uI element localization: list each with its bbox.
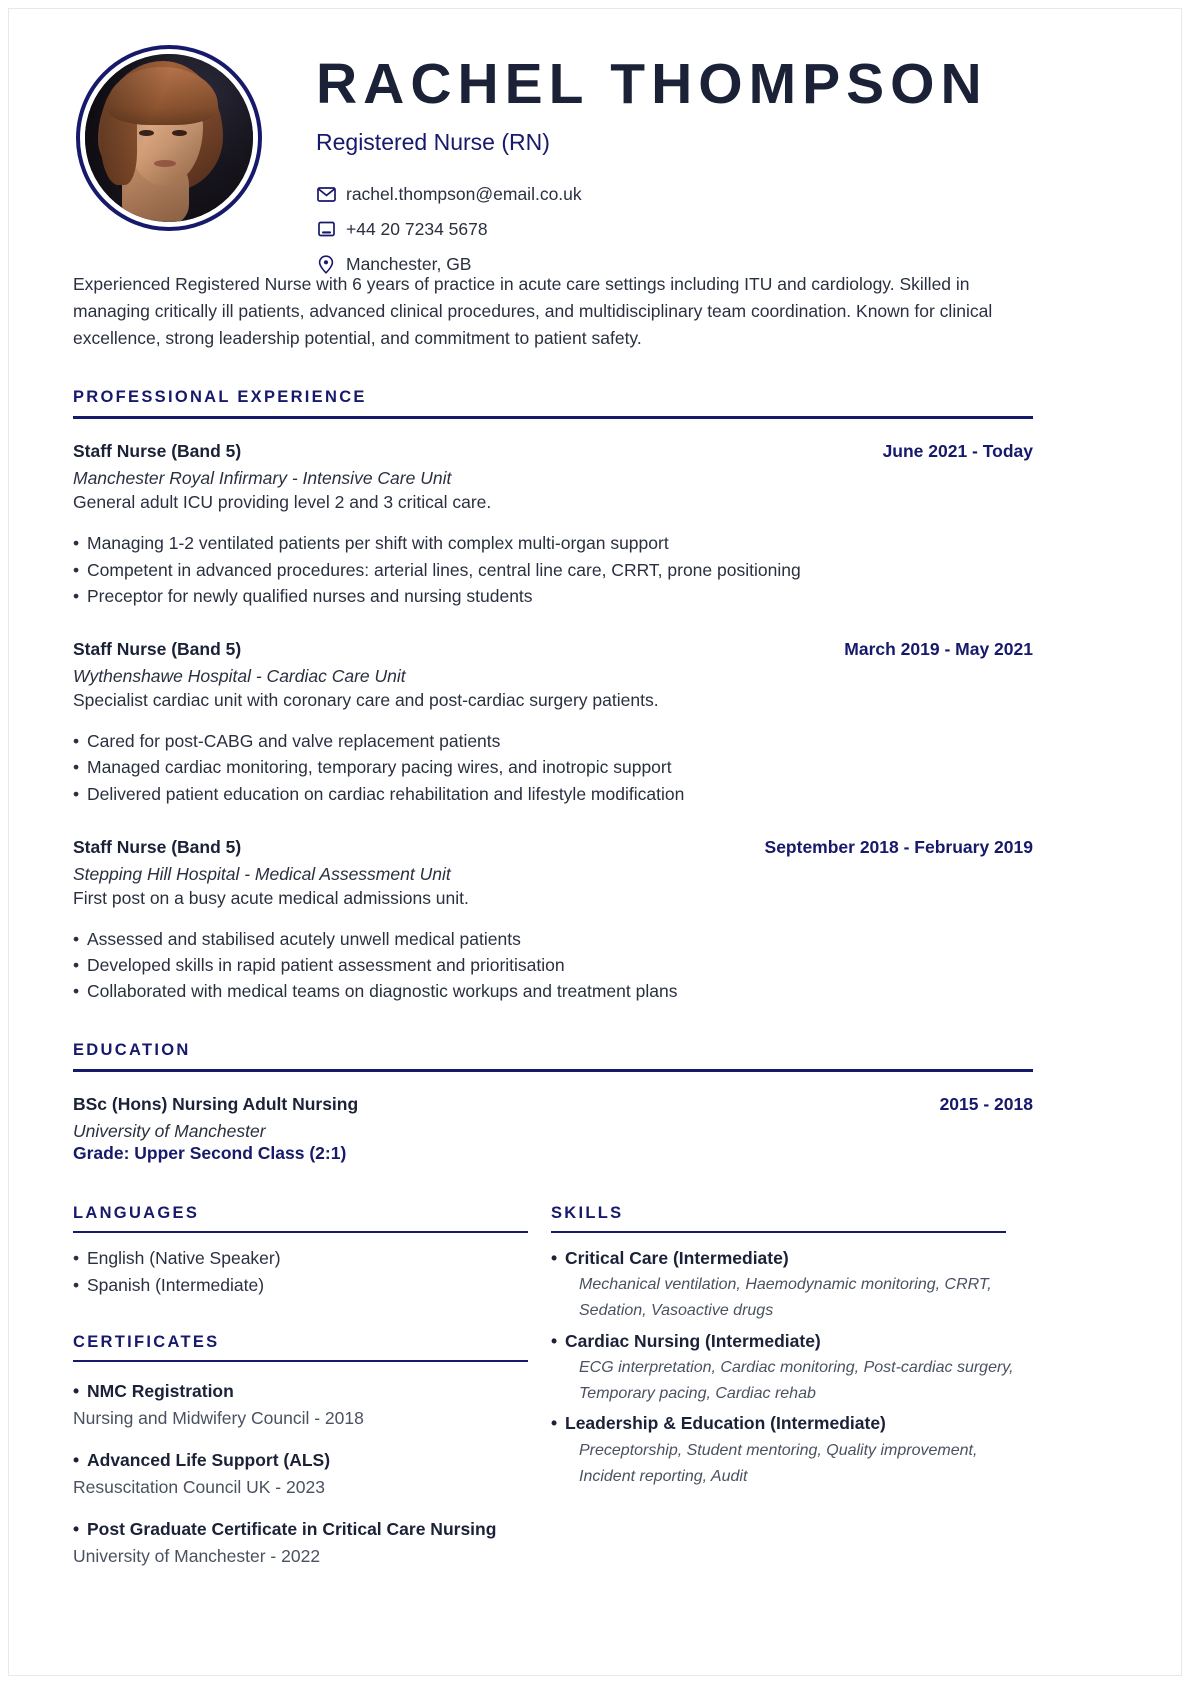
bottom-columns — [73, 1204, 1033, 1569]
skill-keywords: Mechanical ventilation, Haemodynamic monitoring, CRRT, Sedation, Vasoactive drugs — [579, 1275, 992, 1320]
experience-bullets — [73, 728, 1101, 807]
experience-entry — [73, 639, 1101, 807]
candidate-job-title: Registered Nurse (RN) — [316, 128, 550, 155]
certificate-item — [73, 1517, 551, 1569]
experience-organisation: Manchester Royal Infirmary - Intensive Care Unit — [73, 468, 452, 489]
certificate-name: • Post Graduate Certificate in Critical Care Nursing — [73, 1517, 551, 1542]
skill-name: • Leadership & Education (Intermediate) — [551, 1410, 1033, 1437]
skills-list — [551, 1245, 1033, 1491]
experience-date: September 2018 - February 2019 — [764, 836, 1033, 857]
experience-entry — [73, 441, 1101, 609]
section-education — [73, 1041, 1101, 1164]
skill-item — [551, 1410, 1033, 1490]
resume-header — [73, 21, 1101, 281]
section-languages — [73, 1204, 551, 1299]
candidate-name: RACHEL THOMPSON — [316, 52, 988, 116]
experience-description: First post on a busy acute medical admissions unit. — [73, 887, 469, 908]
skill-keywords: Preceptorship, Student mentoring, Quality improvement, Incident reporting, Audit — [579, 1441, 978, 1485]
resume-content — [73, 21, 1101, 1569]
section-divider — [73, 1231, 528, 1233]
professional-summary: Experienced Registered Nurse with 6 years of practice in acute care settings including ITU and cardiology. Skilled in managing critically ill patients, advanced clinical procedures, and multidisciplinary team coordination. Known for clinical excellence, strong leadership potential, and commitment to patient safety. — [73, 274, 993, 349]
experience-bullets — [73, 530, 1101, 609]
education-entry — [73, 1094, 1101, 1164]
section-skills — [551, 1204, 1033, 1491]
education-school: University of Manchester — [73, 1120, 266, 1141]
education-degree: BSc (Hons) Nursing Adult Nursing — [73, 1093, 359, 1114]
header-text-block — [316, 21, 1106, 289]
section-title-experience: PROFESSIONAL EXPERIENCE — [73, 388, 367, 407]
contact-phone[interactable] — [316, 219, 1106, 239]
certificate-name: • NMC Registration — [73, 1379, 551, 1404]
section-divider — [73, 416, 1033, 419]
experience-bullet: • Assessed and stabilised acutely unwell medical patients — [73, 926, 1101, 952]
education-date: 2015 - 2018 — [939, 1093, 1033, 1114]
experience-role: Staff Nurse (Band 5) — [73, 836, 242, 857]
certificate-item — [73, 1379, 551, 1431]
certificate-item — [73, 1448, 551, 1500]
skill-item — [551, 1328, 1033, 1408]
section-title-languages: LANGUAGES — [73, 1203, 200, 1222]
experience-bullet: • Developed skills in rapid patient assessment and prioritisation — [73, 952, 1101, 978]
skill-item — [551, 1245, 1033, 1325]
experience-organisation: Wythenshawe Hospital - Cardiac Care Unit — [73, 666, 406, 687]
contact-email-value: rachel.thompson@email.co.uk — [346, 183, 582, 204]
experience-entry — [73, 837, 1101, 1005]
education-grade: Grade: Upper Second Class (2:1) — [73, 1142, 347, 1163]
section-divider — [73, 1069, 1033, 1072]
contact-list — [316, 184, 1106, 274]
certificate-meta: Resuscitation Council UK - 2023 — [73, 1477, 325, 1498]
experience-bullet: • Preceptor for newly qualified nurses and nursing students — [73, 583, 1101, 609]
contact-phone-value: +44 20 7234 5678 — [346, 218, 488, 239]
section-professional-experience — [73, 388, 1101, 1004]
section-divider — [73, 1360, 528, 1362]
certificate-meta: Nursing and Midwifery Council - 2018 — [73, 1408, 364, 1429]
experience-bullet: • Cared for post-CABG and valve replacement patients — [73, 728, 1101, 754]
avatar — [76, 45, 262, 231]
contact-email[interactable] — [316, 184, 1106, 204]
experience-bullet: • Managing 1-2 ventilated patients per shift with complex multi-organ support — [73, 530, 1101, 556]
section-title-certificates: CERTIFICATES — [73, 1332, 220, 1351]
experience-bullet: • Delivered patient education on cardiac rehabilitation and lifestyle modification — [73, 781, 1101, 807]
languages-list — [73, 1245, 551, 1299]
resume-page — [8, 8, 1182, 1676]
experience-role: Staff Nurse (Band 5) — [73, 441, 242, 462]
skill-name: • Cardiac Nursing (Intermediate) — [551, 1328, 1033, 1355]
skill-name: • Critical Care (Intermediate) — [551, 1245, 1033, 1272]
experience-date: March 2019 - May 2021 — [844, 639, 1033, 660]
language-item: • English (Native Speaker) — [73, 1245, 551, 1272]
envelope-icon — [316, 184, 336, 204]
experience-role: Staff Nurse (Band 5) — [73, 639, 242, 660]
certificate-meta: University of Manchester - 2022 — [73, 1546, 321, 1567]
section-divider — [551, 1231, 1006, 1233]
certificate-name: • Advanced Life Support (ALS) — [73, 1448, 551, 1473]
experience-bullet: • Collaborated with medical teams on diagnostic workups and treatment plans — [73, 978, 1101, 1004]
experience-description: Specialist cardiac unit with coronary care and post-cardiac surgery patients. — [73, 690, 659, 711]
experience-bullets — [73, 926, 1101, 1005]
avatar-photo — [85, 54, 253, 222]
phone-icon — [316, 219, 336, 239]
experience-date: June 2021 - Today — [882, 441, 1033, 462]
section-title-education: EDUCATION — [73, 1040, 191, 1059]
contact-location-value: Manchester, GB — [346, 253, 472, 274]
experience-bullet: • Competent in advanced procedures: arterial lines, central line care, CRRT, prone positioning — [73, 557, 1101, 583]
language-item: • Spanish (Intermediate) — [73, 1272, 551, 1299]
right-column — [551, 1204, 1033, 1569]
experience-description: General adult ICU providing level 2 and 3 critical care. — [73, 492, 492, 513]
skill-keywords: ECG interpretation, Cardiac monitoring, Post-cardiac surgery, Temporary pacing, Cardiac rehab — [579, 1358, 1014, 1403]
section-title-skills: SKILLS — [551, 1203, 624, 1222]
experience-organisation: Stepping Hill Hospital - Medical Assessment Unit — [73, 863, 451, 884]
experience-bullet: • Managed cardiac monitoring, temporary pacing wires, and inotropic support — [73, 754, 1101, 780]
section-certificates — [73, 1333, 551, 1569]
left-column — [73, 1204, 551, 1569]
